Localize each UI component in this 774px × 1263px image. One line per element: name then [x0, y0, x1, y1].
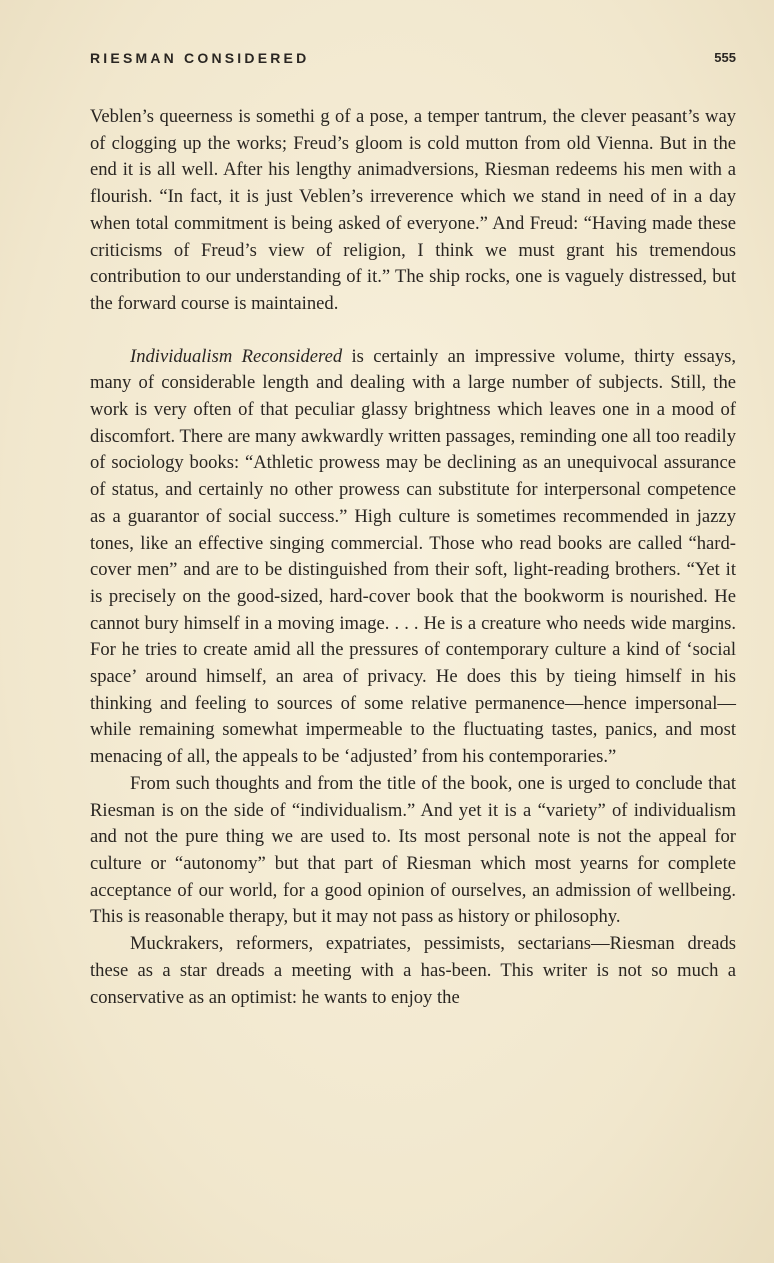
section-break	[90, 318, 736, 344]
paragraph-2-text: is certainly an impressive volume, thirty essays, many of considerable length and dealing with a large number of subjects. Still, the work is very often of that peculiar glassy brightness which leaves one in a mood of discomfort. There are many awkwardly written passages, reminding one all too readily of sociology books: “Athletic prowess may be declining as an unequivocal assurance of status, and certainly no other prowess can substitute for interpersonal competence as a guarantor of social success.” High culture is sometimes recommended in jazzy tones, like an effective singing commercial. Those who read books are called “hard-cover men” and are to be distinguished from their soft, light-reading brothers. “Yet it is precisely on the good-sized, hard-cover book that the bookworm is nourished. He cannot bury himself in a moving image. . . . He is a creature who needs wide margins. For he tries to create amid all the pressures of contemporary culture a kind of ‘social space’ around himself, an area of privacy. He does this by tieing himself in his thinking and feeling to sources of some relative permanence—hence impersonal—while remaining somewhat impermeable to the fluctuating tastes, panics, and most menacing of all, the appeals to be ‘adjusted’ from his contemporaries.”	[90, 345, 736, 768]
paragraph-4: Muckrakers, reformers, expatriates, pessimists, sectarians—Riesman dreads these as a star dreads a meeting with a has-been. This writer is not so much a conservative as an optimist: he wants to enjoy the	[90, 933, 736, 1008]
running-title: RIESMAN CONSIDERED	[90, 50, 310, 66]
page-number: 555	[714, 50, 736, 65]
paragraph-3: From such thoughts and from the title of the book, one is urged to conclude that Riesman is on the side of “individualism.” And yet it is a “variety” of individualism and not the pure thing we are used to. Its most personal note is not the appeal for culture or “autonomy” but that part of Riesman which most yearns for complete acceptance of our world, for a good opinion of ourselves, an admission of wellbeing. This is reasonable therapy, but it may not pass as history or philosophy.	[90, 772, 736, 928]
page-content	[90, 50, 736, 1011]
paragraph-2	[90, 344, 736, 771]
running-head	[90, 50, 736, 74]
book-title: Individualism Reconsidered	[130, 345, 343, 367]
paragraph-1: Veblen’s queerness is somethi g of a pose, a temper tantrum, the clever peasant’s way of clogging up the works; Freud’s gloom is cold mutton from old Vienna. But in the end it is all well. After his lengthy animadversions, Riesman redeems his men with a flourish. “In fact, it is just Veblen’s irreverence which we stand in need of in a day when total commitment is being asked of everyone.” And Freud: “Having made these criticisms of Freud’s view of religion, I think we must grant his tremendous contribution to our understanding of it.” The ship rocks, one is vaguely distressed, but the forward course is maintained.	[90, 106, 736, 314]
